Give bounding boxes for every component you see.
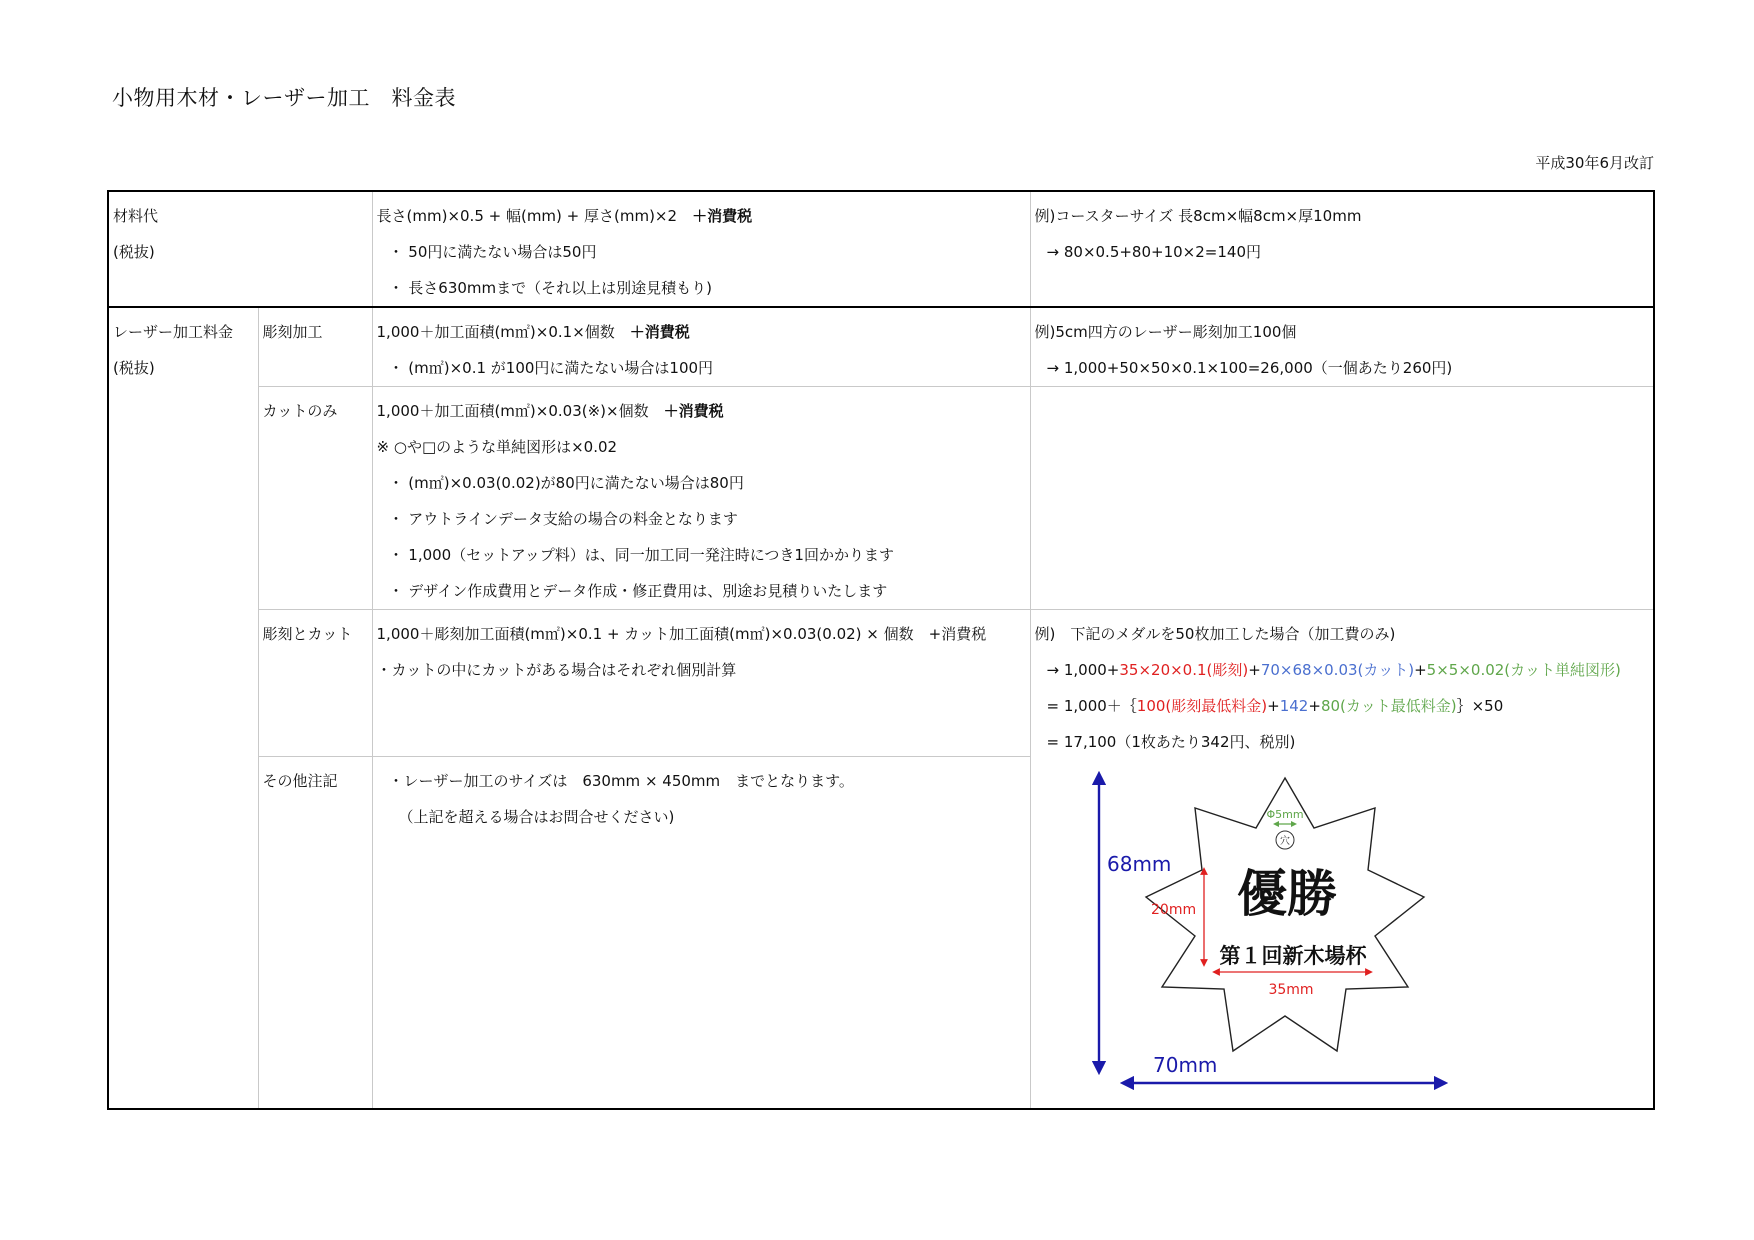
calc2-suffix: ｝×50 (1456, 697, 1504, 715)
calc2-plus2: + (1308, 697, 1321, 715)
cut-pricing (372, 387, 1030, 610)
calc1-prefix: → 1,000+ (1046, 661, 1120, 679)
material-tax-suffix: ＋消費税 (692, 207, 753, 225)
both-formula: 1,000＋彫刻加工面積(m㎡)×0.1 + カット加工面積(m㎡)×0.03(0.02) × 個数 +消費税 (376, 625, 987, 643)
cut-note-5: ・ デザイン作成費用とデータ作成・修正費用は、別途お見積りいたします (388, 582, 888, 600)
hole-label: 穴 (1279, 836, 1290, 847)
both-calc-1 (1035, 652, 1650, 688)
calc2-plus1: + (1267, 697, 1280, 715)
engrave-cut-row (108, 610, 1654, 757)
calc2-prefix: = 1,000＋｛ (1046, 697, 1137, 715)
other-notes (372, 757, 1030, 1110)
engrave-example (1030, 307, 1654, 387)
calc2-cut: 142 (1279, 697, 1309, 715)
calc1-plus2: + (1414, 661, 1427, 679)
calc2-engrave: 100(彫刻最低料金) (1136, 697, 1268, 715)
engrave-row (108, 307, 1654, 387)
text-height-dim: 20mm (1150, 902, 1196, 918)
material-note-2: ・ 長さ630mmまで（それ以上は別途見積もり) (388, 279, 712, 297)
cut-label: カットのみ (258, 387, 372, 610)
engrave-label: 彫刻加工 (258, 307, 372, 387)
medal-sub-text: 第１回新木場杯 (1219, 944, 1367, 968)
medal-diagram (1035, 768, 1455, 1108)
material-header (108, 191, 372, 307)
material-row (108, 191, 1654, 307)
fee-table (107, 190, 1655, 1110)
laser-tax-note: (税抜) (113, 359, 155, 377)
calc1-simple: 5×5×0.02(カット単純図形) (1426, 661, 1621, 679)
hole-dim: Φ5mm (1265, 808, 1304, 821)
laser-header (108, 307, 258, 1109)
material-pricing (372, 191, 1030, 307)
engrave-example-title: 例)5cm四方のレーザー彫刻加工100個 (1034, 323, 1297, 341)
material-note-1: ・ 50円に満たない場合は50円 (388, 243, 597, 261)
both-calc-2 (1035, 688, 1650, 724)
material-formula: 長さ(mm)×0.5 + 幅(mm) + 厚さ(mm)×2 (376, 207, 678, 225)
cut-formula: 1,000＋加工面積(m㎡)×0.03(※)×個数 (376, 402, 649, 420)
calc1-plus1: + (1248, 661, 1261, 679)
cut-tax-suffix: ＋消費税 (663, 402, 724, 420)
both-example (1030, 610, 1654, 1110)
calc1-engrave: 35×20×0.1(彫刻) (1119, 661, 1249, 679)
both-example-title: 例) 下記のメダルを50枚加工した場合（加工費のみ) (1034, 625, 1396, 643)
engrave-note: ・ (m㎡)×0.1 が100円に満たない場合は100円 (388, 359, 714, 377)
engrave-tax-suffix: ＋消費税 (629, 323, 690, 341)
engrave-formula: 1,000＋加工面積(m㎡)×0.1×個数 (376, 323, 615, 341)
other-label: その他注記 (258, 757, 372, 1110)
width-dim: 70mm (1152, 1053, 1217, 1077)
revision-date: 平成30年6月改訂 (1535, 154, 1654, 172)
height-dim: 68mm (1106, 852, 1171, 876)
engrave-example-calc: → 1,000+50×50×0.1×100=26,000（一個あたり260円) (1046, 359, 1453, 377)
cut-note-3: ・ アウトラインデータ支給の場合の料金となります (388, 510, 738, 528)
text-width-dim: 35mm (1267, 982, 1314, 998)
other-note-2: （上記を超える場合はお問合せください) (398, 808, 675, 826)
calc2-simple: 80(カット最低料金) (1320, 697, 1457, 715)
cut-note-2: ・ (m㎡)×0.03(0.02)が80円に満たない場合は80円 (388, 474, 744, 492)
material-example-calc: → 80×0.5+80+10×2=140円 (1046, 243, 1261, 261)
laser-label: レーザー加工料金 (113, 323, 234, 341)
calc1-cut: 70×68×0.03(カット) (1260, 661, 1415, 679)
medal-main-text: 優勝 (1236, 865, 1337, 923)
both-label: 彫刻とカット (258, 610, 372, 757)
material-tax-note: (税抜) (113, 243, 155, 261)
other-note-1: ・レーザー加工のサイズは 630mm × 450mm までとなります。 (388, 772, 854, 790)
material-example (1030, 191, 1654, 307)
material-label: 材料代 (113, 207, 159, 225)
material-example-title: 例)コースターサイズ 長8cm×幅8cm×厚10mm (1034, 207, 1362, 225)
page-title: 小物用木材・レーザー加工 料金表 (112, 86, 456, 110)
cut-note-4: ・ 1,000（セットアップ料）は、同一加工同一発注時につき1回かかります (388, 546, 894, 564)
cut-note-1: ※ ○や□のような単純図形は×0.02 (376, 438, 618, 456)
cut-row (108, 387, 1654, 610)
both-note: ・カットの中にカットがある場合はそれぞれ個別計算 (376, 661, 737, 679)
both-calc-3: = 17,100（1枚あたり342円、税別) (1046, 733, 1296, 751)
cut-example-empty (1030, 387, 1654, 610)
engrave-pricing (372, 307, 1030, 387)
both-pricing (372, 610, 1030, 757)
